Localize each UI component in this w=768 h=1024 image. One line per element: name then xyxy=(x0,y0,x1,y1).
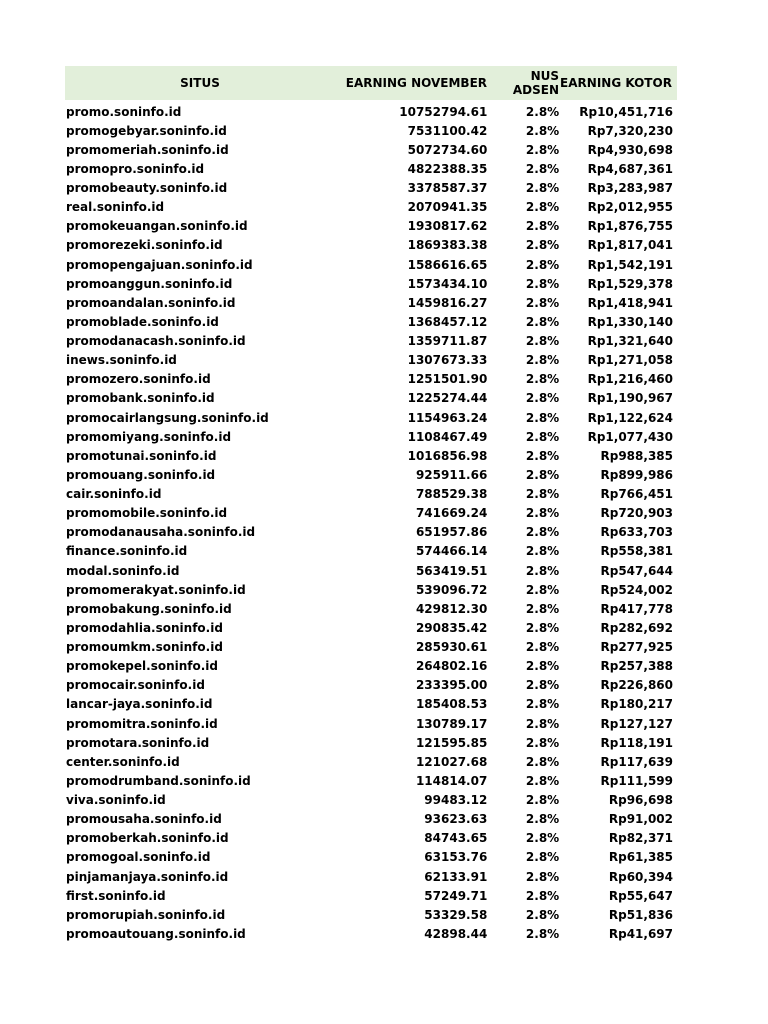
cell-situs: promoberkah.soninfo.id xyxy=(66,831,229,846)
cell-bonus: 2.8% xyxy=(525,238,560,253)
cell-earning: 539096.72 xyxy=(415,582,488,597)
cell-situs: promomobile.soninfo.id xyxy=(66,506,228,521)
cell-earning: 42898.44 xyxy=(424,926,488,941)
cell-earning: 63153.76 xyxy=(424,850,488,865)
cell-earning: 114814.07 xyxy=(415,773,488,788)
cell-situs: promodrumband.soninfo.id xyxy=(66,773,251,788)
table-row xyxy=(65,714,677,733)
table-row xyxy=(65,695,677,714)
cell-kotor: Rp117,639 xyxy=(600,754,673,769)
cell-situs: promotara.soninfo.id xyxy=(66,735,210,750)
earnings-table xyxy=(65,66,677,944)
cell-kotor: Rp282,692 xyxy=(600,620,673,635)
cell-bonus: 2.8% xyxy=(525,219,560,234)
table-header xyxy=(65,66,677,100)
cell-kotor: Rp1,542,191 xyxy=(587,257,673,272)
cell-kotor: Rp766,451 xyxy=(600,487,673,502)
cell-bonus: 2.8% xyxy=(525,314,560,329)
table-row xyxy=(65,504,677,523)
cell-situs: promobakung.soninfo.id xyxy=(66,601,232,616)
cell-kotor: Rp1,321,640 xyxy=(587,334,673,349)
cell-bonus: 2.8% xyxy=(525,831,560,846)
table-row xyxy=(65,332,677,351)
table-row xyxy=(65,370,677,389)
cell-bonus: 2.8% xyxy=(525,926,560,941)
cell-kotor: Rp60,394 xyxy=(608,869,673,884)
cell-earning: 121027.68 xyxy=(415,754,488,769)
cell-bonus: 2.8% xyxy=(525,295,560,310)
table-row xyxy=(65,236,677,255)
cell-situs: promoanggun.soninfo.id xyxy=(66,276,233,291)
cell-bonus: 2.8% xyxy=(525,525,560,540)
cell-earning: 1225274.44 xyxy=(407,391,488,406)
cell-situs: promopengajuan.soninfo.id xyxy=(66,257,253,272)
cell-kotor: Rp41,697 xyxy=(608,926,673,941)
cell-kotor: Rp417,778 xyxy=(600,601,673,616)
cell-situs: finance.soninfo.id xyxy=(66,544,188,559)
cell-kotor: Rp55,647 xyxy=(608,888,673,903)
cell-bonus: 2.8% xyxy=(525,812,560,827)
cell-earning: 1359711.87 xyxy=(407,334,488,349)
table-row xyxy=(65,485,677,504)
cell-bonus: 2.8% xyxy=(525,907,560,922)
cell-earning: 264802.16 xyxy=(415,659,488,674)
cell-kotor: Rp51,836 xyxy=(608,907,673,922)
cell-situs: promomitra.soninfo.id xyxy=(66,716,218,731)
cell-earning: 10752794.61 xyxy=(399,104,488,119)
table-row xyxy=(65,580,677,599)
cell-earning: 5072734.60 xyxy=(407,142,488,157)
cell-situs: promokeuangan.soninfo.id xyxy=(66,219,248,234)
cell-kotor: Rp82,371 xyxy=(608,831,673,846)
cell-bonus: 2.8% xyxy=(525,850,560,865)
header-earning-november: EARNING NOVEMBER xyxy=(345,76,487,90)
cell-earning: 1154963.24 xyxy=(407,410,488,425)
table-row xyxy=(65,561,677,580)
cell-kotor: Rp558,381 xyxy=(600,544,673,559)
cell-kotor: Rp96,698 xyxy=(608,793,673,808)
cell-kotor: Rp1,418,941 xyxy=(587,295,673,310)
cell-earning: 53329.58 xyxy=(424,907,488,922)
cell-bonus: 2.8% xyxy=(525,563,560,578)
table-row xyxy=(65,791,677,810)
cell-situs: promodahlia.soninfo.id xyxy=(66,620,223,635)
table-row xyxy=(65,924,677,943)
cell-bonus: 2.8% xyxy=(525,142,560,157)
cell-bonus: 2.8% xyxy=(525,353,560,368)
cell-bonus: 2.8% xyxy=(525,582,560,597)
table-row xyxy=(65,408,677,427)
cell-kotor: Rp1,216,460 xyxy=(587,372,673,387)
cell-situs: promozero.soninfo.id xyxy=(66,372,211,387)
cell-bonus: 2.8% xyxy=(525,429,560,444)
cell-bonus: 2.8% xyxy=(525,448,560,463)
cell-earning: 2070941.35 xyxy=(407,200,488,215)
table-row xyxy=(65,657,677,676)
header-situs: SITUS xyxy=(180,76,220,90)
cell-bonus: 2.8% xyxy=(525,123,560,138)
cell-earning: 7531100.42 xyxy=(407,123,488,138)
cell-kotor: Rp899,986 xyxy=(600,467,673,482)
cell-situs: promocairlangsung.soninfo.id xyxy=(66,410,269,425)
cell-kotor: Rp1,271,058 xyxy=(587,353,673,368)
cell-bonus: 2.8% xyxy=(525,544,560,559)
cell-situs: modal.soninfo.id xyxy=(66,563,180,578)
table-row xyxy=(65,465,677,484)
cell-situs: promopro.soninfo.id xyxy=(66,161,205,176)
table-row xyxy=(65,293,677,312)
cell-earning: 1307673.33 xyxy=(407,353,488,368)
cell-bonus: 2.8% xyxy=(525,659,560,674)
cell-earning: 84743.65 xyxy=(424,831,488,846)
table-row xyxy=(65,351,677,370)
table-row xyxy=(65,676,677,695)
cell-situs: promodanacash.soninfo.id xyxy=(66,334,246,349)
cell-kotor: Rp1,190,967 xyxy=(587,391,673,406)
cell-earning: 57249.71 xyxy=(424,888,488,903)
cell-bonus: 2.8% xyxy=(525,678,560,693)
cell-earning: 563419.51 xyxy=(415,563,488,578)
cell-situs: promogoal.soninfo.id xyxy=(66,850,211,865)
cell-kotor: Rp1,077,430 xyxy=(587,429,673,444)
cell-kotor: Rp127,127 xyxy=(600,716,673,731)
cell-situs: promoautouang.soninfo.id xyxy=(66,926,246,941)
table-row xyxy=(65,905,677,924)
cell-situs: viva.soninfo.id xyxy=(66,793,166,808)
cell-situs: promocair.soninfo.id xyxy=(66,678,205,693)
cell-situs: promouang.soninfo.id xyxy=(66,467,216,482)
cell-earning: 99483.12 xyxy=(424,793,488,808)
cell-bonus: 2.8% xyxy=(525,372,560,387)
cell-bonus: 2.8% xyxy=(525,506,560,521)
cell-bonus: 2.8% xyxy=(525,487,560,502)
cell-bonus: 2.8% xyxy=(525,601,560,616)
table-body xyxy=(65,102,677,944)
cell-earning: 925911.66 xyxy=(415,467,488,482)
cell-situs: promotunai.soninfo.id xyxy=(66,448,217,463)
table-row xyxy=(65,867,677,886)
cell-earning: 1869383.38 xyxy=(407,238,488,253)
cell-situs: center.soninfo.id xyxy=(66,754,180,769)
cell-situs: first.soninfo.id xyxy=(66,888,166,903)
cell-kotor: Rp1,876,755 xyxy=(587,219,673,234)
cell-bonus: 2.8% xyxy=(525,716,560,731)
cell-earning: 3378587.37 xyxy=(407,181,488,196)
table-row xyxy=(65,599,677,618)
cell-kotor: Rp61,385 xyxy=(608,850,673,865)
table-row xyxy=(65,523,677,542)
cell-kotor: Rp1,330,140 xyxy=(587,314,673,329)
cell-bonus: 2.8% xyxy=(525,793,560,808)
cell-kotor: Rp633,703 xyxy=(600,525,673,540)
table-row xyxy=(65,121,677,140)
cell-earning: 1586616.65 xyxy=(407,257,488,272)
header-bonus-adsense: NUS ADSEN xyxy=(512,69,559,97)
cell-situs: cair.soninfo.id xyxy=(66,487,162,502)
table-row xyxy=(65,140,677,159)
cell-bonus: 2.8% xyxy=(525,200,560,215)
cell-bonus: 2.8% xyxy=(525,257,560,272)
cell-kotor: Rp720,903 xyxy=(600,506,673,521)
cell-situs: promokepel.soninfo.id xyxy=(66,659,219,674)
cell-earning: 574466.14 xyxy=(415,544,488,559)
cell-earning: 1930817.62 xyxy=(407,219,488,234)
cell-earning: 93623.63 xyxy=(424,812,488,827)
cell-situs: promorupiah.soninfo.id xyxy=(66,907,226,922)
cell-kotor: Rp547,644 xyxy=(600,563,673,578)
cell-kotor: Rp1,122,624 xyxy=(587,410,673,425)
table-row xyxy=(65,102,677,121)
cell-situs: promomiyang.soninfo.id xyxy=(66,429,232,444)
cell-bonus: 2.8% xyxy=(525,869,560,884)
cell-bonus: 2.8% xyxy=(525,773,560,788)
cell-kotor: Rp4,930,698 xyxy=(587,142,673,157)
cell-earning: 1251501.90 xyxy=(407,372,488,387)
cell-kotor: Rp226,860 xyxy=(600,678,673,693)
table-row xyxy=(65,848,677,867)
cell-earning: 1573434.10 xyxy=(407,276,488,291)
table-row xyxy=(65,810,677,829)
cell-earning: 1459816.27 xyxy=(407,295,488,310)
table-row xyxy=(65,159,677,178)
cell-earning: 4822388.35 xyxy=(407,161,488,176)
cell-situs: promomerakyat.soninfo.id xyxy=(66,582,246,597)
cell-bonus: 2.8% xyxy=(525,735,560,750)
cell-situs: promogebyar.soninfo.id xyxy=(66,123,227,138)
cell-earning: 285930.61 xyxy=(415,640,488,655)
cell-earning: 429812.30 xyxy=(415,601,488,616)
cell-situs: lancar-jaya.soninfo.id xyxy=(66,697,213,712)
table-row xyxy=(65,427,677,446)
cell-kotor: Rp7,320,230 xyxy=(587,123,673,138)
table-row xyxy=(65,312,677,331)
cell-situs: promobank.soninfo.id xyxy=(66,391,215,406)
cell-bonus: 2.8% xyxy=(525,334,560,349)
cell-kotor: Rp118,191 xyxy=(600,735,673,750)
cell-bonus: 2.8% xyxy=(525,104,560,119)
table-row xyxy=(65,389,677,408)
cell-situs: inews.soninfo.id xyxy=(66,353,177,368)
cell-earning: 62133.91 xyxy=(424,869,488,884)
cell-kotor: Rp257,388 xyxy=(600,659,673,674)
cell-bonus: 2.8% xyxy=(525,161,560,176)
cell-situs: promousaha.soninfo.id xyxy=(66,812,222,827)
table-row xyxy=(65,198,677,217)
cell-bonus: 2.8% xyxy=(525,697,560,712)
cell-bonus: 2.8% xyxy=(525,888,560,903)
cell-situs: promorezeki.soninfo.id xyxy=(66,238,223,253)
header-earning-kotor: EARNING KOTOR xyxy=(560,76,672,90)
cell-bonus: 2.8% xyxy=(525,640,560,655)
cell-earning: 233395.00 xyxy=(415,678,488,693)
cell-kotor: Rp524,002 xyxy=(600,582,673,597)
cell-earning: 185408.53 xyxy=(415,697,488,712)
cell-earning: 290835.42 xyxy=(415,620,488,635)
cell-situs: pinjamanjaya.soninfo.id xyxy=(66,869,229,884)
table-row xyxy=(65,542,677,561)
table-row xyxy=(65,274,677,293)
cell-situs: promobeauty.soninfo.id xyxy=(66,181,228,196)
cell-earning: 741669.24 xyxy=(415,506,488,521)
cell-earning: 788529.38 xyxy=(415,487,488,502)
cell-situs: promoblade.soninfo.id xyxy=(66,314,219,329)
table-row xyxy=(65,618,677,637)
cell-bonus: 2.8% xyxy=(525,181,560,196)
cell-situs: promodanausaha.soninfo.id xyxy=(66,525,256,540)
cell-kotor: Rp111,599 xyxy=(600,773,673,788)
cell-kotor: Rp3,283,987 xyxy=(587,181,673,196)
cell-earning: 121595.85 xyxy=(415,735,488,750)
cell-bonus: 2.8% xyxy=(525,620,560,635)
table-row xyxy=(65,771,677,790)
cell-bonus: 2.8% xyxy=(525,754,560,769)
cell-situs: real.soninfo.id xyxy=(66,200,165,215)
cell-kotor: Rp180,217 xyxy=(600,697,673,712)
table-row xyxy=(65,179,677,198)
table-row xyxy=(65,733,677,752)
cell-bonus: 2.8% xyxy=(525,276,560,291)
cell-earning: 1108467.49 xyxy=(407,429,488,444)
cell-kotor: Rp1,817,041 xyxy=(587,238,673,253)
cell-kotor: Rp91,002 xyxy=(608,812,673,827)
table-row xyxy=(65,217,677,236)
cell-bonus: 2.8% xyxy=(525,410,560,425)
table-row xyxy=(65,255,677,274)
cell-earning: 1016856.98 xyxy=(407,448,488,463)
cell-kotor: Rp277,925 xyxy=(600,640,673,655)
cell-kotor: Rp4,687,361 xyxy=(587,161,673,176)
table-row xyxy=(65,446,677,465)
cell-bonus: 2.8% xyxy=(525,391,560,406)
table-row xyxy=(65,638,677,657)
cell-situs: promoandalan.soninfo.id xyxy=(66,295,236,310)
cell-kotor: Rp988,385 xyxy=(600,448,673,463)
cell-earning: 1368457.12 xyxy=(407,314,488,329)
cell-earning: 130789.17 xyxy=(415,716,488,731)
cell-situs: promo.soninfo.id xyxy=(66,104,182,119)
cell-earning: 651957.86 xyxy=(415,525,488,540)
cell-situs: promoumkm.soninfo.id xyxy=(66,640,223,655)
table-row xyxy=(65,886,677,905)
cell-kotor: Rp10,451,716 xyxy=(579,104,673,119)
cell-kotor: Rp1,529,378 xyxy=(587,276,673,291)
table-row xyxy=(65,752,677,771)
cell-situs: promomeriah.soninfo.id xyxy=(66,142,229,157)
table-row xyxy=(65,829,677,848)
cell-bonus: 2.8% xyxy=(525,467,560,482)
cell-kotor: Rp2,012,955 xyxy=(587,200,673,215)
